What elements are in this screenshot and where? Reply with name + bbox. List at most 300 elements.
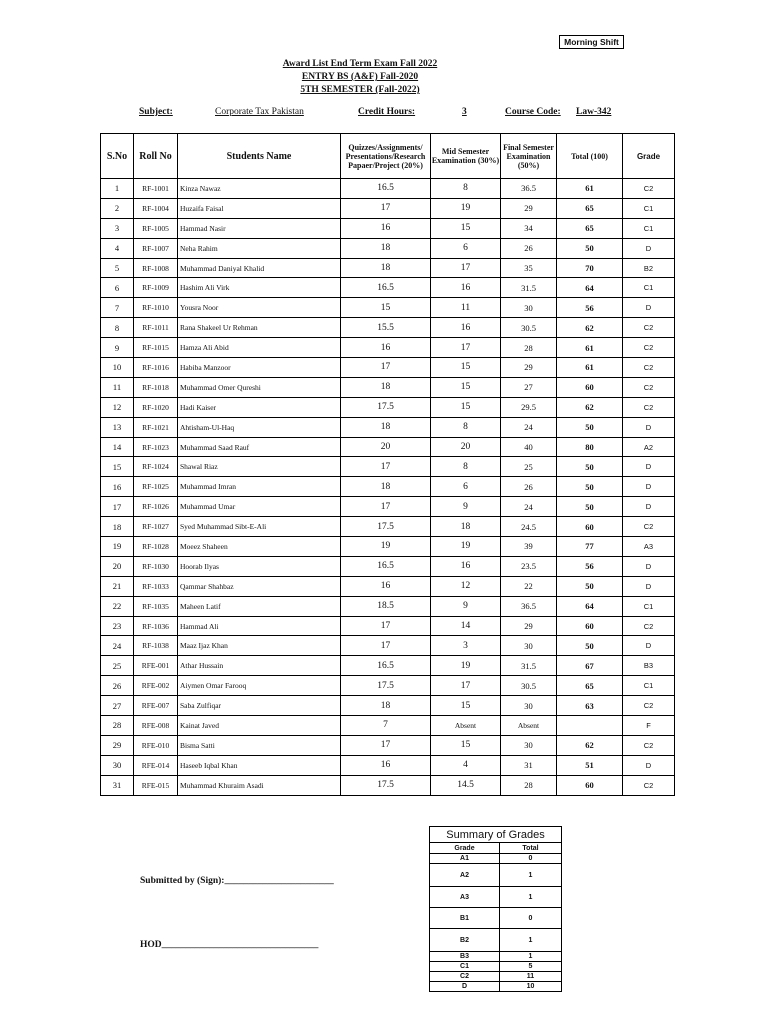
cell-total: 65 <box>557 218 623 238</box>
cell-roll: RF-1023 <box>134 437 178 457</box>
cell-quiz: 20 <box>341 437 431 457</box>
cell-roll: RFE-007 <box>134 696 178 716</box>
summary-cell-total: 0 <box>500 854 562 864</box>
cell-mid: 15 <box>431 358 501 378</box>
table-row <box>101 616 675 636</box>
table-row <box>101 636 675 656</box>
cell-roll: RF-1036 <box>134 616 178 636</box>
summary-cell-grade: A1 <box>430 854 500 864</box>
summary-cell-total: 1 <box>500 864 562 887</box>
cell-name: Muhammad Imran <box>178 477 341 497</box>
table-row <box>101 696 675 716</box>
cell-quiz: 17 <box>341 497 431 517</box>
col-header-grade: Grade <box>623 134 675 179</box>
col-header-final: Final Semester Examination (50%) <box>501 134 557 179</box>
cell-mid: 14.5 <box>431 775 501 795</box>
cell-mid: Absent <box>431 716 501 736</box>
cell-roll: RF-1035 <box>134 596 178 616</box>
cell-total: 63 <box>557 696 623 716</box>
table-row <box>101 676 675 696</box>
credit-hours-label: Credit Hours: <box>358 107 416 117</box>
summary-row <box>430 929 562 952</box>
cell-quiz: 18 <box>341 696 431 716</box>
cell-sno: 11 <box>101 377 134 397</box>
cell-final: 39 <box>501 537 557 557</box>
cell-mid: 14 <box>431 616 501 636</box>
cell-quiz: 18 <box>341 477 431 497</box>
cell-roll: RF-1026 <box>134 497 178 517</box>
award-table <box>100 133 675 796</box>
semester-title: 5TH SEMESTER (Fall-2022) <box>300 85 420 95</box>
cell-sno: 30 <box>101 755 134 775</box>
cell-roll: RF-1027 <box>134 517 178 537</box>
cell-final: 24 <box>501 497 557 517</box>
cell-grade: C1 <box>623 596 675 616</box>
cell-quiz: 16 <box>341 218 431 238</box>
summary-total-header: Total <box>500 843 562 854</box>
cell-grade: D <box>623 576 675 596</box>
cell-sno: 10 <box>101 358 134 378</box>
col-header-sno: S.No <box>101 134 134 179</box>
cell-grade: D <box>623 457 675 477</box>
cell-sno: 23 <box>101 616 134 636</box>
cell-total: 50 <box>557 576 623 596</box>
cell-grade: D <box>623 556 675 576</box>
cell-grade: D <box>623 636 675 656</box>
table-row <box>101 198 675 218</box>
summary-row <box>430 908 562 929</box>
cell-quiz: 16.5 <box>341 179 431 199</box>
cell-total: 67 <box>557 656 623 676</box>
cell-final: 31.5 <box>501 656 557 676</box>
cell-roll: RF-1020 <box>134 397 178 417</box>
table-row <box>101 258 675 278</box>
cell-final: 30 <box>501 636 557 656</box>
cell-total: 77 <box>557 537 623 557</box>
summary-row <box>430 887 562 908</box>
cell-quiz: 17 <box>341 198 431 218</box>
cell-grade: C2 <box>623 318 675 338</box>
cell-total <box>557 716 623 736</box>
table-row <box>101 596 675 616</box>
cell-grade: C2 <box>623 358 675 378</box>
cell-sno: 29 <box>101 735 134 755</box>
cell-roll: RF-1010 <box>134 298 178 318</box>
cell-final: 28 <box>501 775 557 795</box>
cell-mid: 4 <box>431 755 501 775</box>
cell-name: Yousra Noor <box>178 298 341 318</box>
cell-total: 51 <box>557 755 623 775</box>
cell-roll: RF-1033 <box>134 576 178 596</box>
cell-quiz: 18 <box>341 417 431 437</box>
cell-mid: 18 <box>431 517 501 537</box>
cell-name: Rana Shakeel Ur Rehman <box>178 318 341 338</box>
cell-sno: 15 <box>101 457 134 477</box>
cell-total: 50 <box>557 477 623 497</box>
cell-name: Maaz Ijaz Khan <box>178 636 341 656</box>
cell-name: Hammad Ali <box>178 616 341 636</box>
summary-row <box>430 864 562 887</box>
cell-sno: 20 <box>101 556 134 576</box>
summary-cell-total: 1 <box>500 929 562 952</box>
table-row <box>101 735 675 755</box>
cell-grade: B2 <box>623 258 675 278</box>
cell-name: Syed Muhammad Sibt-E-Ali <box>178 517 341 537</box>
cell-final: 30 <box>501 735 557 755</box>
cell-sno: 4 <box>101 238 134 258</box>
cell-grade: D <box>623 477 675 497</box>
cell-grade: D <box>623 497 675 517</box>
submitted-by-signature: Submitted by (Sign):_______________________ <box>140 876 334 886</box>
cell-name: Kainat Javed <box>178 716 341 736</box>
cell-quiz: 16 <box>341 338 431 358</box>
cell-quiz: 19 <box>341 537 431 557</box>
cell-roll: RF-1001 <box>134 179 178 199</box>
cell-quiz: 17.5 <box>341 775 431 795</box>
col-header-name: Students Name <box>178 134 341 179</box>
subject-value: Corporate Tax Pakistan <box>215 107 304 117</box>
cell-total: 62 <box>557 397 623 417</box>
cell-total: 56 <box>557 556 623 576</box>
cell-final: 30 <box>501 696 557 716</box>
cell-roll: RF-1038 <box>134 636 178 656</box>
cell-total: 64 <box>557 596 623 616</box>
cell-total: 60 <box>557 517 623 537</box>
cell-grade: D <box>623 298 675 318</box>
cell-quiz: 15.5 <box>341 318 431 338</box>
cell-final: 36.5 <box>501 179 557 199</box>
cell-mid: 16 <box>431 556 501 576</box>
cell-mid: 15 <box>431 397 501 417</box>
col-header-mid: Mid Semester Examination (30%) <box>431 134 501 179</box>
cell-total: 70 <box>557 258 623 278</box>
summary-cell-grade: B1 <box>430 908 500 929</box>
cell-roll: RF-1028 <box>134 537 178 557</box>
cell-mid: 17 <box>431 258 501 278</box>
cell-final: 27 <box>501 377 557 397</box>
cell-total: 50 <box>557 417 623 437</box>
cell-name: Muhammad Khuraim Asadi <box>178 775 341 795</box>
cell-roll: RF-1007 <box>134 238 178 258</box>
summary-row <box>430 854 562 864</box>
cell-sno: 22 <box>101 596 134 616</box>
course-code-value: Law-342 <box>576 107 612 117</box>
cell-total: 50 <box>557 636 623 656</box>
cell-mid: 3 <box>431 636 501 656</box>
cell-roll: RFE-008 <box>134 716 178 736</box>
cell-roll: RF-1030 <box>134 556 178 576</box>
table-row <box>101 755 675 775</box>
cell-roll: RFE-014 <box>134 755 178 775</box>
cell-quiz: 18.5 <box>341 596 431 616</box>
table-row <box>101 576 675 596</box>
cell-final: 35 <box>501 258 557 278</box>
cell-grade: C2 <box>623 517 675 537</box>
cell-total: 50 <box>557 238 623 258</box>
cell-final: 30 <box>501 298 557 318</box>
cell-mid: 12 <box>431 576 501 596</box>
cell-name: Neha Rahim <box>178 238 341 258</box>
cell-mid: 6 <box>431 238 501 258</box>
hod-signature: HOD_________________________________ <box>140 940 319 950</box>
course-code-label: Course Code: <box>505 107 561 117</box>
cell-grade: D <box>623 417 675 437</box>
cell-grade: F <box>623 716 675 736</box>
cell-mid: 17 <box>431 676 501 696</box>
summary-cell-grade: D <box>430 982 500 992</box>
cell-sno: 13 <box>101 417 134 437</box>
cell-total: 65 <box>557 198 623 218</box>
cell-final: 31 <box>501 755 557 775</box>
cell-total: 62 <box>557 318 623 338</box>
cell-name: Shawal Riaz <box>178 457 341 477</box>
cell-final: 34 <box>501 218 557 238</box>
cell-mid: 8 <box>431 457 501 477</box>
cell-roll: RF-1025 <box>134 477 178 497</box>
cell-sno: 26 <box>101 676 134 696</box>
cell-grade: C1 <box>623 278 675 298</box>
cell-name: Moeez Shaheen <box>178 537 341 557</box>
cell-grade: C2 <box>623 397 675 417</box>
summary-cell-grade: B3 <box>430 952 500 962</box>
cell-roll: RF-1015 <box>134 338 178 358</box>
cell-total: 56 <box>557 298 623 318</box>
table-row <box>101 318 675 338</box>
cell-quiz: 18 <box>341 238 431 258</box>
cell-roll: RF-1008 <box>134 258 178 278</box>
summary-grade-header: Grade <box>430 843 500 854</box>
cell-mid: 6 <box>431 477 501 497</box>
cell-final: 29 <box>501 358 557 378</box>
cell-mid: 19 <box>431 656 501 676</box>
cell-sno: 14 <box>101 437 134 457</box>
cell-roll: RFE-001 <box>134 656 178 676</box>
document-title: Award List End Term Exam Fall 2022 <box>282 59 438 69</box>
cell-quiz: 17 <box>341 735 431 755</box>
cell-final: 29 <box>501 198 557 218</box>
table-row <box>101 497 675 517</box>
cell-name: Habiba Manzoor <box>178 358 341 378</box>
summary-cell-total: 1 <box>500 887 562 908</box>
cell-sno: 31 <box>101 775 134 795</box>
summary-cell-total: 5 <box>500 962 562 972</box>
cell-mid: 16 <box>431 318 501 338</box>
cell-roll: RF-1011 <box>134 318 178 338</box>
cell-roll: RF-1004 <box>134 198 178 218</box>
cell-final: 23.5 <box>501 556 557 576</box>
cell-sno: 25 <box>101 656 134 676</box>
summary-cell-grade: C2 <box>430 972 500 982</box>
cell-sno: 16 <box>101 477 134 497</box>
cell-roll: RF-1016 <box>134 358 178 378</box>
cell-roll: RFE-010 <box>134 735 178 755</box>
cell-final: 25 <box>501 457 557 477</box>
cell-quiz: 17.5 <box>341 397 431 417</box>
cell-total: 61 <box>557 338 623 358</box>
cell-sno: 6 <box>101 278 134 298</box>
cell-grade: B3 <box>623 656 675 676</box>
cell-sno: 19 <box>101 537 134 557</box>
table-row <box>101 358 675 378</box>
cell-grade: C1 <box>623 676 675 696</box>
cell-roll: RFE-002 <box>134 676 178 696</box>
cell-sno: 2 <box>101 198 134 218</box>
cell-sno: 7 <box>101 298 134 318</box>
cell-final: 22 <box>501 576 557 596</box>
summary-cell-total: 11 <box>500 972 562 982</box>
table-row <box>101 338 675 358</box>
cell-grade: C2 <box>623 616 675 636</box>
cell-roll: RFE-015 <box>134 775 178 795</box>
cell-quiz: 16.5 <box>341 278 431 298</box>
cell-grade: C1 <box>623 198 675 218</box>
cell-grade: A3 <box>623 537 675 557</box>
cell-name: Bisma Satti <box>178 735 341 755</box>
cell-quiz: 18 <box>341 258 431 278</box>
cell-total: 61 <box>557 179 623 199</box>
cell-final: 26 <box>501 477 557 497</box>
cell-sno: 21 <box>101 576 134 596</box>
cell-final: 36.5 <box>501 596 557 616</box>
cell-total: 80 <box>557 437 623 457</box>
cell-name: Kinza Nawaz <box>178 179 341 199</box>
cell-sno: 3 <box>101 218 134 238</box>
table-row <box>101 417 675 437</box>
cell-quiz: 7 <box>341 716 431 736</box>
summary-cell-grade: A2 <box>430 864 500 887</box>
cell-quiz: 17 <box>341 358 431 378</box>
cell-sno: 17 <box>101 497 134 517</box>
cell-final: 24.5 <box>501 517 557 537</box>
cell-final: 28 <box>501 338 557 358</box>
cell-grade: C2 <box>623 775 675 795</box>
col-header-total: Total (100) <box>557 134 623 179</box>
table-row <box>101 775 675 795</box>
cell-final: 40 <box>501 437 557 457</box>
cell-name: Muhammad Saad Rauf <box>178 437 341 457</box>
table-row <box>101 179 675 199</box>
cell-total: 61 <box>557 358 623 378</box>
cell-grade: D <box>623 238 675 258</box>
shift-label: Morning Shift <box>559 35 624 49</box>
cell-name: Hashim Ali Virk <box>178 278 341 298</box>
cell-name: Hadi Kaiser <box>178 397 341 417</box>
cell-name: Saba Zulfiqar <box>178 696 341 716</box>
cell-quiz: 16 <box>341 576 431 596</box>
summary-row <box>430 952 562 962</box>
cell-name: Muhammad Daniyal Khalid <box>178 258 341 278</box>
cell-mid: 8 <box>431 179 501 199</box>
cell-name: Hammad Nasir <box>178 218 341 238</box>
cell-mid: 9 <box>431 497 501 517</box>
cell-grade: C2 <box>623 735 675 755</box>
cell-mid: 15 <box>431 696 501 716</box>
table-row <box>101 537 675 557</box>
cell-roll: RF-1018 <box>134 377 178 397</box>
cell-grade: C1 <box>623 218 675 238</box>
cell-sno: 24 <box>101 636 134 656</box>
cell-total: 50 <box>557 457 623 477</box>
cell-sno: 18 <box>101 517 134 537</box>
cell-roll: RF-1024 <box>134 457 178 477</box>
table-row <box>101 278 675 298</box>
cell-final: 24 <box>501 417 557 437</box>
cell-quiz: 17.5 <box>341 517 431 537</box>
table-row <box>101 716 675 736</box>
cell-mid: 19 <box>431 198 501 218</box>
program-title: ENTRY BS (A&F) Fall-2020 <box>301 72 419 82</box>
summary-row <box>430 982 562 992</box>
cell-final: 29.5 <box>501 397 557 417</box>
cell-mid: 15 <box>431 377 501 397</box>
summary-cell-grade: C1 <box>430 962 500 972</box>
cell-quiz: 17 <box>341 457 431 477</box>
summary-cell-total: 1 <box>500 952 562 962</box>
credit-hours-value: 3 <box>462 107 467 117</box>
cell-mid: 15 <box>431 735 501 755</box>
grade-summary-table <box>429 826 562 992</box>
table-row <box>101 238 675 258</box>
table-row <box>101 437 675 457</box>
cell-total: 60 <box>557 775 623 795</box>
cell-total: 64 <box>557 278 623 298</box>
cell-roll: RF-1005 <box>134 218 178 238</box>
cell-grade: C2 <box>623 179 675 199</box>
cell-mid: 9 <box>431 596 501 616</box>
table-row <box>101 556 675 576</box>
cell-total: 62 <box>557 735 623 755</box>
cell-name: Ahtisham-Ul-Haq <box>178 417 341 437</box>
summary-cell-grade: A3 <box>430 887 500 908</box>
cell-quiz: 15 <box>341 298 431 318</box>
table-row <box>101 457 675 477</box>
cell-sno: 5 <box>101 258 134 278</box>
cell-sno: 12 <box>101 397 134 417</box>
cell-sno: 8 <box>101 318 134 338</box>
cell-grade: C2 <box>623 338 675 358</box>
summary-row <box>430 962 562 972</box>
cell-mid: 15 <box>431 218 501 238</box>
cell-quiz: 16.5 <box>341 656 431 676</box>
cell-final: 30.5 <box>501 676 557 696</box>
cell-mid: 19 <box>431 537 501 557</box>
cell-sno: 28 <box>101 716 134 736</box>
cell-name: Qammar Shahbaz <box>178 576 341 596</box>
cell-mid: 11 <box>431 298 501 318</box>
summary-cell-total: 10 <box>500 982 562 992</box>
cell-final: 26 <box>501 238 557 258</box>
cell-name: Hamza Ali Abid <box>178 338 341 358</box>
table-row <box>101 517 675 537</box>
table-row <box>101 397 675 417</box>
cell-total: 60 <box>557 616 623 636</box>
col-header-roll: Roll No <box>134 134 178 179</box>
summary-cell-total: 0 <box>500 908 562 929</box>
summary-cell-grade: B2 <box>430 929 500 952</box>
cell-mid: 17 <box>431 338 501 358</box>
cell-mid: 16 <box>431 278 501 298</box>
cell-quiz: 17 <box>341 616 431 636</box>
cell-final: 29 <box>501 616 557 636</box>
cell-name: Muhammad Omer Qureshi <box>178 377 341 397</box>
cell-roll: RF-1009 <box>134 278 178 298</box>
cell-total: 50 <box>557 497 623 517</box>
cell-grade: A2 <box>623 437 675 457</box>
cell-quiz: 16 <box>341 755 431 775</box>
cell-name: Muhammad Umar <box>178 497 341 517</box>
cell-grade: C2 <box>623 696 675 716</box>
cell-sno: 1 <box>101 179 134 199</box>
